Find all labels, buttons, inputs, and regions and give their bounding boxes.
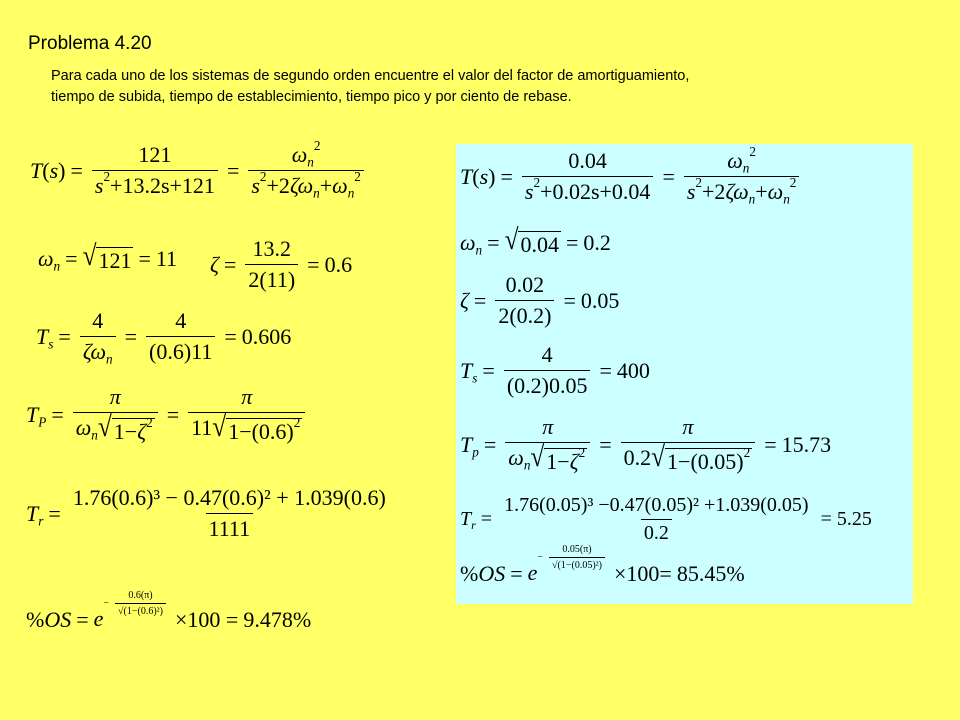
right-damping-ratio: ζ = $\frac{0.02}{2(0.2)}$ = 0.05 [460, 272, 620, 328]
right-tp-radicand: 1−(0.05) [667, 449, 744, 474]
right-transfer-function: T(s) = $\frac{0.04}{s^2+0.02s+0.04}$ = $\frac{\omega_n^2}{s^2+2\zeta\omega_n+\omega_n^2}$ [460, 148, 803, 205]
right-zeta-value: 0.05 [580, 287, 620, 313]
left-ts-value: 0.606 [241, 323, 292, 349]
right-tr-denominator: 0.2 [641, 519, 672, 545]
left-ts-numerator-1: 4 [92, 308, 104, 333]
right-tr-value: 5.25 [836, 508, 872, 530]
right-os-exp-num: 0.05(π) [562, 544, 592, 555]
right-tp-value: 15.73 [781, 431, 832, 457]
right-tf-numerator: 0.04 [568, 148, 607, 173]
left-wn-value: 11 [155, 246, 178, 271]
right-wn-radicand: 0.04 [520, 232, 559, 257]
right-rise-time: $T_r$ = $\frac{\text{1.76(0.05)³ −0.47(0.05)² +1.039(0.05)}}{0.2}$ = 5.25 [460, 494, 872, 544]
left-tf-numerator: 121 [138, 142, 172, 167]
right-zeta-numerator: 0.02 [505, 272, 545, 297]
left-rise-time: $T_r$ = $\frac{\text{1.76(0.6)³ − 0.47(0.6)² + 1.039(0.6)}}{1111}$ [26, 485, 393, 542]
right-ts-denominator: (0.2)0.05 [504, 370, 591, 399]
left-natural-frequency: $\omega_n$ = √ 121 = 11 [38, 239, 178, 274]
left-tr-denominator: 1111 [206, 513, 254, 542]
right-tf-denominator: +0.02s+0.04 [540, 179, 651, 204]
problem-description [51, 66, 891, 108]
right-wn-value: 0.2 [583, 230, 611, 255]
right-os-exp-den: √(1−(0.05)²) [549, 557, 605, 571]
left-tp-radicand: 1−(0.6) [228, 419, 294, 444]
right-peak-time: $T_p$ = π $\omega_n$ √ $1-\zeta^2$ = π 0.2 √ $1-(0.05)^2$ = 15.73 [460, 414, 832, 474]
left-ts-denominator: (0.6)11 [146, 336, 215, 365]
right-settling-time: $T_s$ = $\frac{4}{(0.2)0.05}$ = 400 [460, 342, 650, 398]
left-tp-coef: 11 [191, 415, 213, 440]
left-settling-time: $T_s$ = $\frac{4}{\zeta\omega_n}$ = $\frac{4}{(0.6)11}$ = 0.606 [36, 308, 292, 367]
left-os-value: 9.478% [243, 606, 312, 632]
right-percent-overshoot: %OS = e − $\frac{0.05(\pi)}{\text{√(1−(0.05)²)}}$ ×100= 85.45% [460, 544, 745, 586]
left-transfer-function: T(s) = $\frac{121}{s^2+13.2s+121}$ = $\frac{\omega_n^2}{s^2+2\zeta\omega_n+\omega_n^2}$ [30, 142, 368, 199]
left-zeta-denominator: 2(11) [245, 264, 298, 293]
left-wn-radicand: 121 [98, 248, 132, 273]
right-ts-value: 400 [616, 357, 650, 383]
left-damping-ratio: ζ = $\frac{13.2}{2(11)}$ = 0.6 [210, 236, 353, 292]
description-line-2: tiempo de subida, tiempo de establecimiento, tiempo pico y por ciento de rebase. [51, 89, 572, 105]
left-tr-numerator: 1.76(0.6)³ − 0.47(0.6)² + 1.039(0.6) [72, 485, 386, 510]
right-zeta-denominator: 2(0.2) [495, 300, 554, 329]
description-line-1: Para cada uno de los sistemas de segundo orden encuentre el valor del factor de amortiguamiento, [51, 68, 690, 84]
left-peak-time: $T_P$ = π $\omega_n$ √ $1-\zeta^2$ = π 11 √ $1-(0.6)^2$ [26, 384, 309, 445]
left-ts-numerator-2: 4 [175, 308, 187, 333]
right-tp-coef: 0.2 [623, 445, 652, 470]
right-ts-numerator: 4 [541, 342, 553, 367]
problem-title: Problema 4.20 [28, 33, 152, 54]
left-zeta-numerator: 13.2 [252, 236, 291, 261]
right-natural-frequency: $\omega_n$ = √ 0.04 = 0.2 [460, 223, 611, 258]
right-tr-numerator: 1.76(0.05)³ −0.47(0.05)² +1.039(0.05) [504, 494, 809, 516]
left-tf-denominator: +13.2s+121 [110, 173, 215, 198]
right-os-value: 85.45% [676, 560, 745, 586]
left-os-exp-num: 0.6(π) [128, 590, 153, 601]
left-os-exp-den: √(1−(0.6)²) [115, 603, 166, 617]
left-zeta-value: 0.6 [324, 251, 353, 277]
left-percent-overshoot: %OS = e − $\frac{0.6(\pi)}{\text{√(1−(0.6)²)}}$ ×100 = 9.478% [26, 590, 312, 632]
